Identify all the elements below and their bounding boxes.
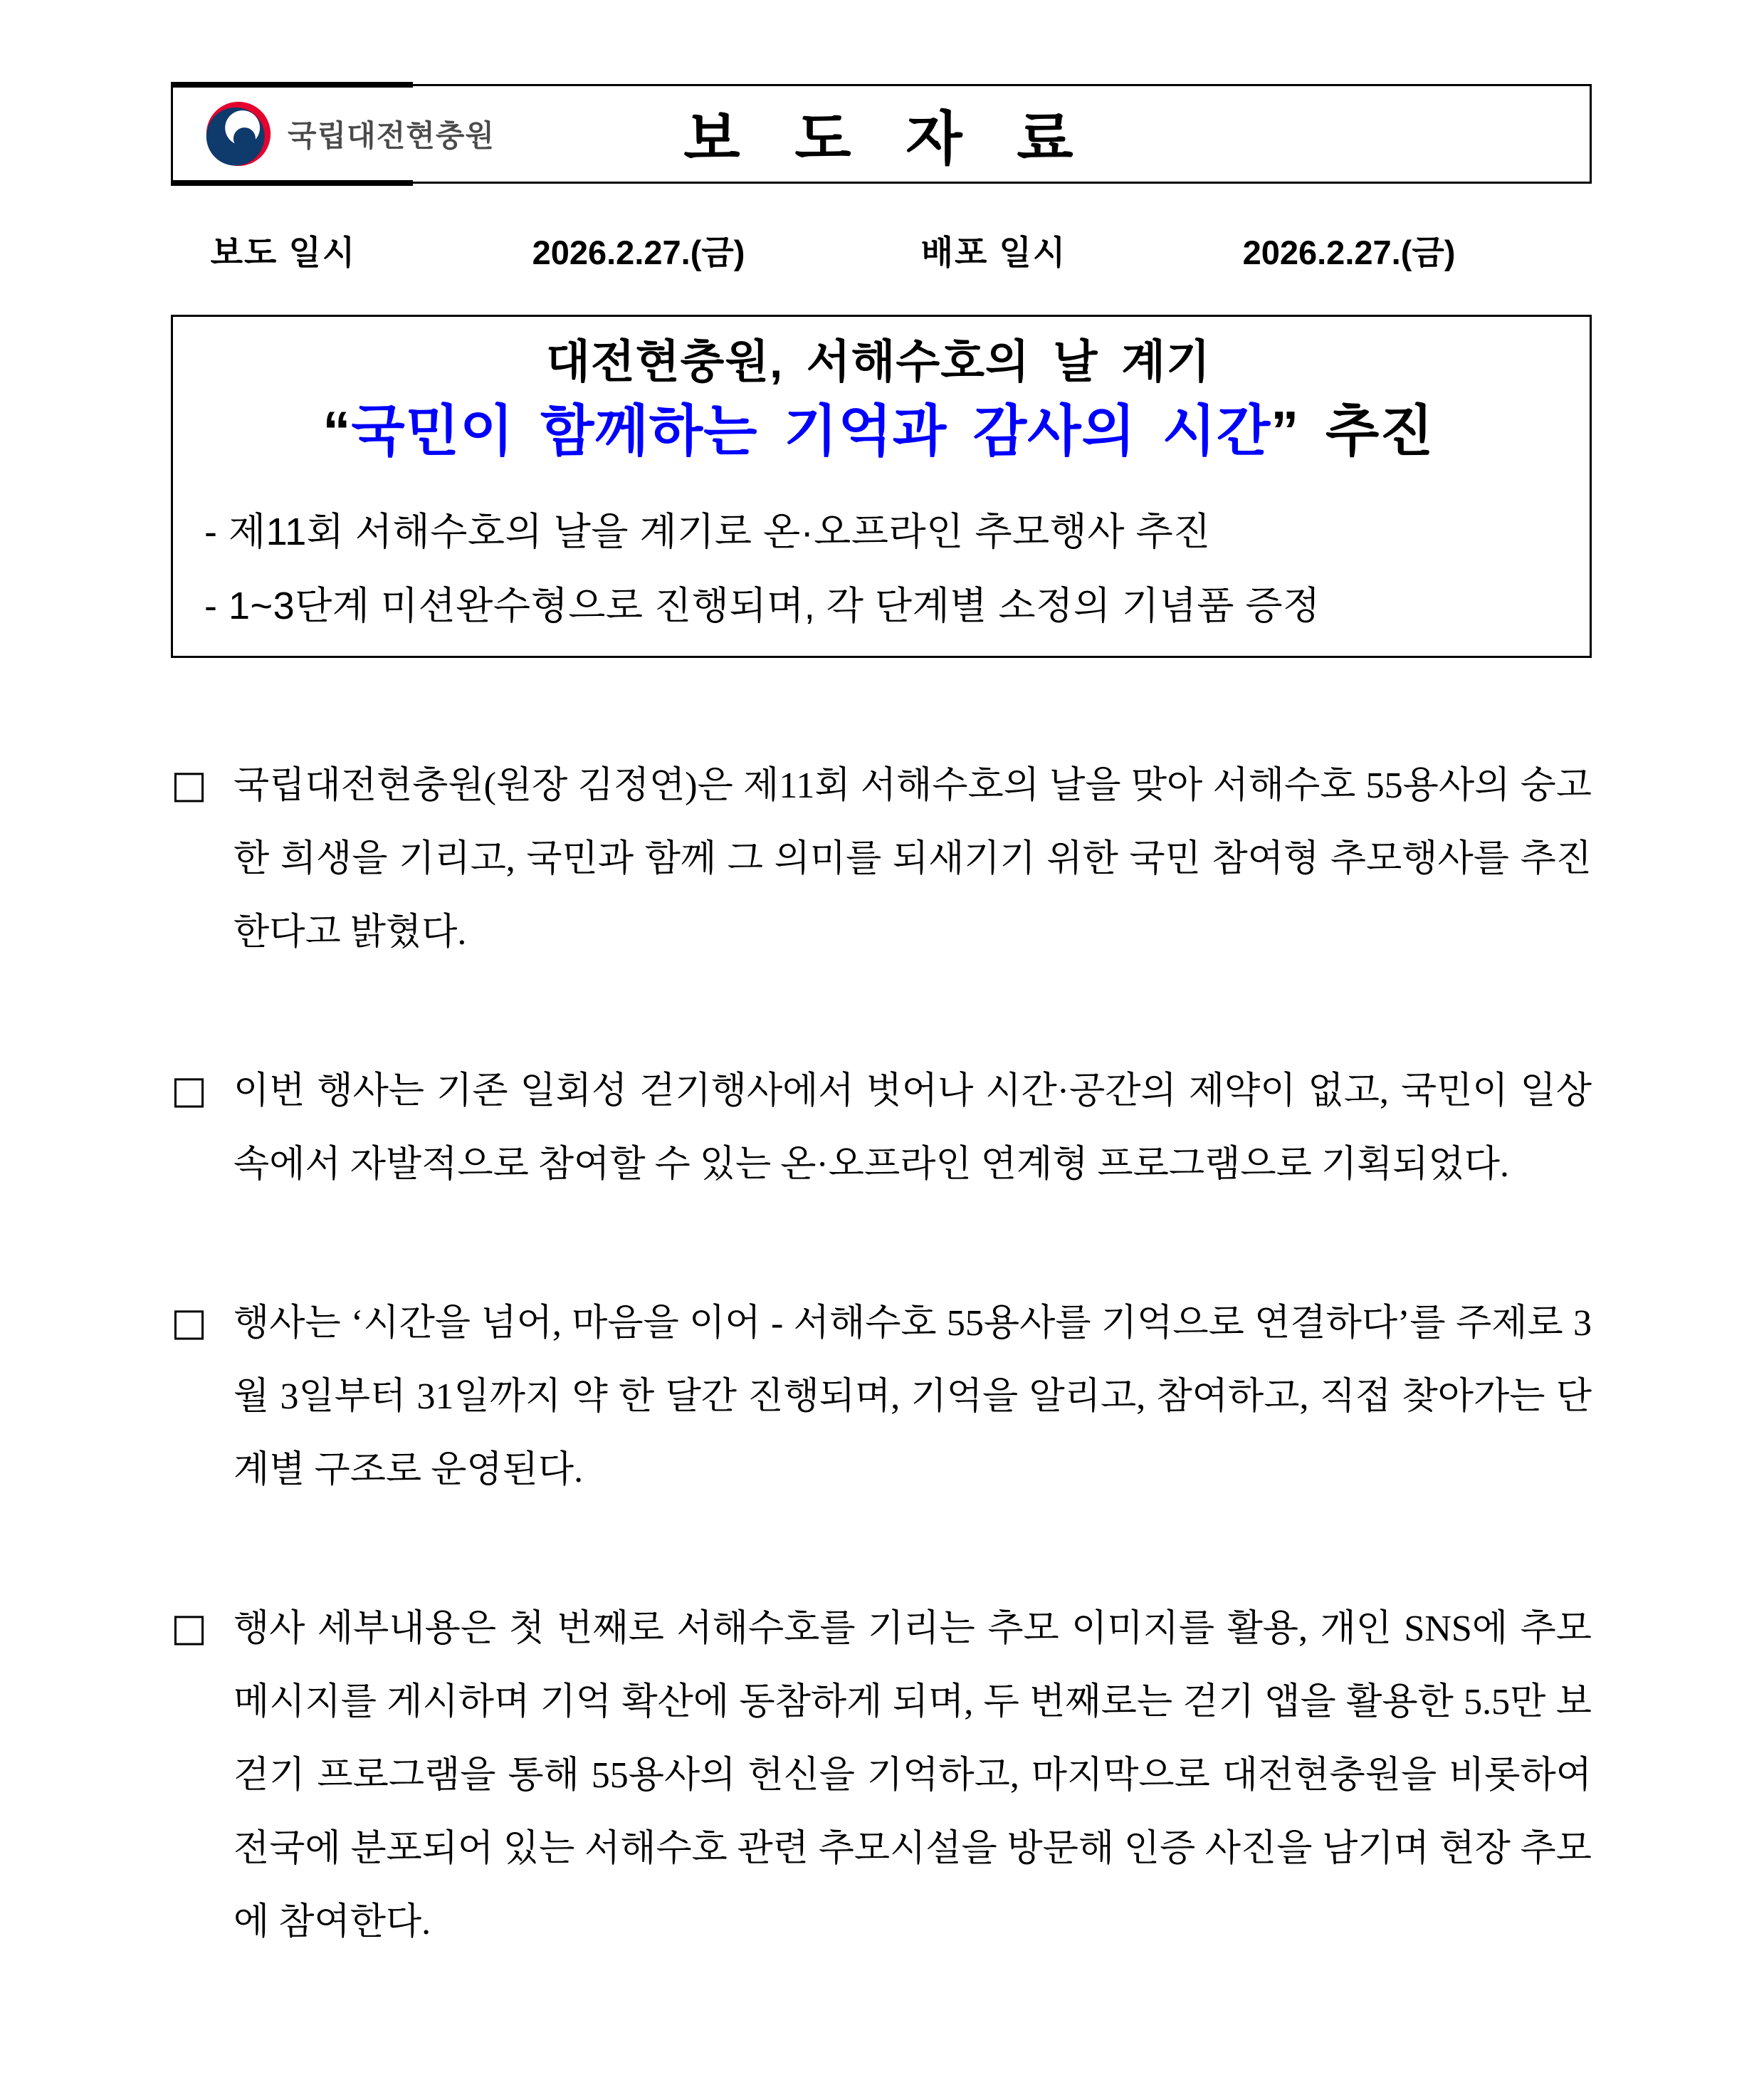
header-thick-border-top (171, 82, 413, 88)
headline-highlight: 국민이 함께하는 기억과 감사의 시간 (351, 399, 1271, 462)
paragraph-text: 행사 세부내용은 첫 번째로 서해수호를 기리는 추모 이미지를 활용, 개인 SNS에 추모 메시지를 게시하며 기억 확산에 동참하게 되며, 두 번째로는 걷기 앱을 활용한 5.5만 보 걷기 프로그램을 통해 55용사의 헌신을 기억하고, 마지막으로 대전현충원을 비롯하여 전국에 분포되어 있는 서해수호 관련 추모시설을 방문해 인증 사진을 남기며 현장 추모에 참여한다. (233, 1609, 1592, 1942)
summary-bullet (189, 569, 1568, 643)
bullet-text: 1~3단계 미션완수형으로 진행되며, 각 단계별 소정의 기념품 증정 (229, 585, 1321, 627)
body-text (171, 748, 1592, 1959)
release-date-label: 보도 일시 (210, 233, 357, 271)
header-thick-border-bottom (171, 180, 413, 186)
paragraph-square-marker: □ (171, 1299, 208, 1344)
body-paragraph (171, 748, 1592, 969)
agency-name: 국립대전현충원 (288, 119, 495, 152)
release-date-value: 2026.2.27.(금) (532, 233, 745, 271)
distribute-date-value: 2026.2.27.(금) (1242, 233, 1456, 271)
summary-bullet (189, 495, 1568, 569)
headline-quote-close: ” (1271, 399, 1300, 462)
title-box (171, 315, 1592, 658)
body-paragraph (171, 1053, 1592, 1201)
body-paragraph (171, 1285, 1592, 1507)
date-row (171, 225, 1592, 275)
agency-logo (205, 100, 495, 167)
summary-bullets (189, 495, 1568, 643)
paragraph-text: 이번 행사는 기존 일회성 걷기행사에서 벗어나 시간·공간의 제약이 없고, 국민이 일상 속에서 자발적으로 참여할 수 있는 온·오프라인 연계형 프로그램으로 기획되었다. (233, 1071, 1592, 1185)
bullet-text: 제11회 서해수호의 날을 계기로 온·오프라인 추모행사 추진 (229, 511, 1211, 553)
headline-quote-open: “ (322, 399, 352, 462)
headline-tail: 추진 (1299, 399, 1434, 462)
headline-line1: 대전현충원, 서해수호의 날 계기 (546, 336, 1211, 387)
government-emblem-icon (205, 100, 272, 167)
distribute-date-label: 배포 일시 (920, 233, 1067, 271)
paragraph-square-marker: □ (171, 1605, 208, 1650)
bullet-dash-marker: - (204, 511, 218, 553)
headline-line2 (189, 395, 1568, 466)
paragraph-text: 행사는 ‘시간을 넘어, 마음을 이어 - 서해수호 55용사를 기억으로 연결하다’를 주제로 3월 3일부터 31일까지 약 한 달간 진행되며, 기억을 알리고, 참여하고, 직접 찾아가는 단계별 구조로 운영된다. (233, 1303, 1592, 1490)
bullet-dash-marker: - (204, 585, 218, 627)
page-content (171, 84, 1592, 1959)
body-paragraph (171, 1591, 1592, 1959)
paragraph-square-marker: □ (171, 1067, 208, 1112)
document-type-title: 보 도 자 료 (683, 106, 1079, 172)
header-box (171, 84, 1592, 184)
paragraph-text: 국립대전현충원(원장 김정연)은 제11회 서해수호의 날을 맞아 서해수호 55용사의 숭고한 희생을 기리고, 국민과 함께 그 의미를 되새기기 위한 국민 참여형 추모행사를 추진한다고 밝혔다. (233, 765, 1592, 953)
paragraph-square-marker: □ (171, 762, 208, 807)
